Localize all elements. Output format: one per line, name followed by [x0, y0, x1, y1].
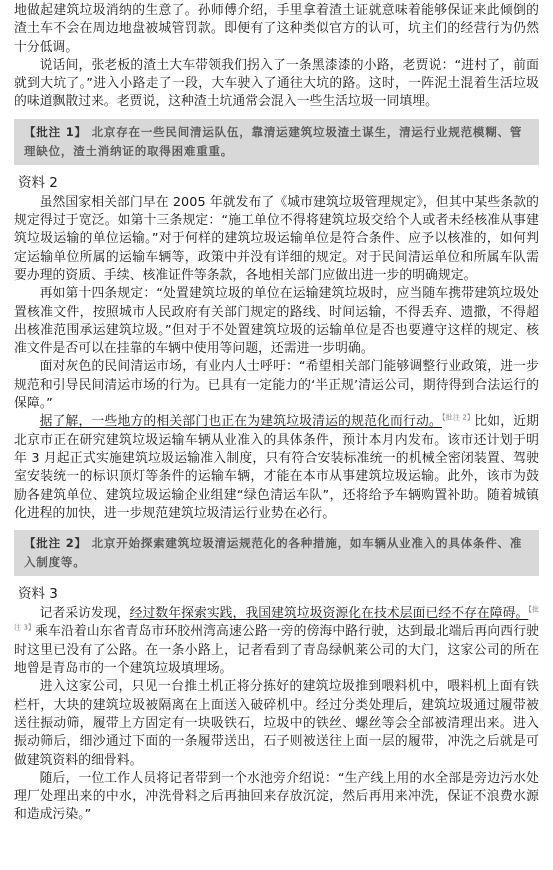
paragraph: 再如第十四条规定：“处置建筑垃圾的单位在运输建筑垃圾时，应当随车携带建筑垃圾处置核准文件，按照城市人民政府有关部门规定的路线、时间运输，不得丢弃、遗撒，不得超出核准范围承运建筑垃圾。”但对于不处置建筑垃圾的运输单位是否也要遵守这样的规定、核准文件是否可以在挂靠的车辆中使用等问题，还需进一步明确。	[14, 286, 539, 357]
paragraph-text: 比如，近期北京市正在研究建筑垃圾运输车辆从业准入的具体条件，预计本月内发布。该市还计划于明年 3 月起正式实施建筑垃圾运输准入制度，只有符合安装标准统一的机械全密闭装置、驾驶室安装统一的标识顶灯等条件的运输车辆，才能在本市从事建筑垃圾运输。此外，该市为鼓励各建筑单位、建筑垃圾运输企业组建“绿色清运车队”，还将给予车辆购置补助。随着城镇化进程的加快，进一步规范建筑垃圾清运行业势在必行。	[14, 414, 539, 521]
underlined-text: 经过数年探索实践，我国建筑垃圾资源化在技术层面已经不存在障碍。	[129, 606, 529, 622]
paragraph: 地做起建筑垃圾消纳的生意了。孙师傅介绍，手里拿着渣土证就意味着能够保证来此倾倒的渣土车不会在周边地盘被城管罚款。即便有了这种类似官方的认可，坑主们的经营行为仍然十分低调。	[14, 3, 539, 55]
paragraph-text: 乘车沿着山东省青岛市环胶州湾高速公路一旁的傍海中路行驶，达到最北端后再向西行驶时这里已没有了公路。在一条小路上，记者看到了青岛绿帆莱公司的大门，这家公司的所在地曾是青岛市的一个建筑垃圾填埋场。	[14, 624, 539, 677]
annotation-text: 北京开始探索建筑垃圾清运规范化的各种措施，如车辆从业准入的具体条件、准入制度等。	[24, 536, 523, 570]
annotation-box	[14, 119, 539, 165]
section-heading: 资料 3	[18, 586, 58, 603]
annotation-marker: 【批注 3】	[14, 605, 539, 633]
paragraph: 随后，一位工作人员将记者带到一个水池旁介绍说：“生产线上用的水全部是旁边污水处理厂处理出来的中水，冲洗骨料之后再抽回来存放沉淀，然后再用来冲洗，保证不浪费水源和造成污染。”	[14, 770, 539, 823]
paragraph: 虽然国家相关部门早在 2005 年就发布了《城市建筑垃圾管理规定》，但其中某些条款的规定得过于宽泛。如第十三条规定：“施工单位不得将建筑垃圾交给个人或者未经核准从事建筑垃圾运输的单位运输。”对于何样的建筑垃圾运输单位是符合条件、应予以核准的，如何判定运输单位所属的运输车辆等，政策中并没有详细的规定。对于民间清运单位和所属车队需要办理的资质、手续、核准证件等条款，各地相关部门应做出进一步的明确规定。	[14, 194, 539, 283]
annotation-marker: 【批注 2】	[441, 414, 475, 423]
paragraph	[14, 605, 539, 678]
annotation-tag: 【批注 2】	[24, 536, 87, 551]
annotation-box	[14, 530, 539, 576]
underlined-text: 据了解，一些地方的相关部门也正在为建筑垃圾清运的规范化而行动。	[39, 414, 442, 430]
annotation-tag: 【批注 1】	[24, 124, 87, 139]
paragraph: 进入这家公司，只见一台推土机正将分拣好的建筑垃圾推到喂料机中，喂料机上面有铁栏杆，大块的建筑垃圾被隔离在上面送入破碎机中。经过分类处理后，建筑垃圾通过履带被送往振动筛，履带上方固定有一块吸铁石，垃圾中的铁丝、螺丝等会全部被清理出来。进入振动筛后，细沙通过下面的一条履带送出，石子则被送往上面一层的履带，冲洗之后就是可做建筑资料的细骨料。	[14, 679, 539, 768]
paragraph	[14, 413, 539, 523]
paragraph: 面对灰色的民间清运市场，有业内人士呼吁：“希望相关部门能够调整行业政策，进一步规范和引导民间清运市场的行为。已具有一定能力的‘半正规’清运公司，期待得到合法运行的保障。”	[14, 359, 539, 412]
paragraph: 说话间，张老板的渣土大车带领我们拐入了一条黑漆漆的小路，老贾说：“进村了，前面就到大坑了。”进入小路走了一段，大车驶入了通往大坑的路。这时，一阵泥土混着生活垃圾的味道飘散过来。老贾说，这种渣土坑通常会混入一些生活垃圾一同填埋。	[14, 57, 539, 110]
annotation-text: 北京存在一些民间清运队伍，靠清运建筑垃圾渣土谋生，清运行业规范模糊、管理缺位，渣土消纳证的取得困难重重。	[24, 124, 523, 158]
section-heading: 资料 2	[18, 174, 58, 191]
paragraph-text: 记者采访发现，	[39, 606, 130, 622]
